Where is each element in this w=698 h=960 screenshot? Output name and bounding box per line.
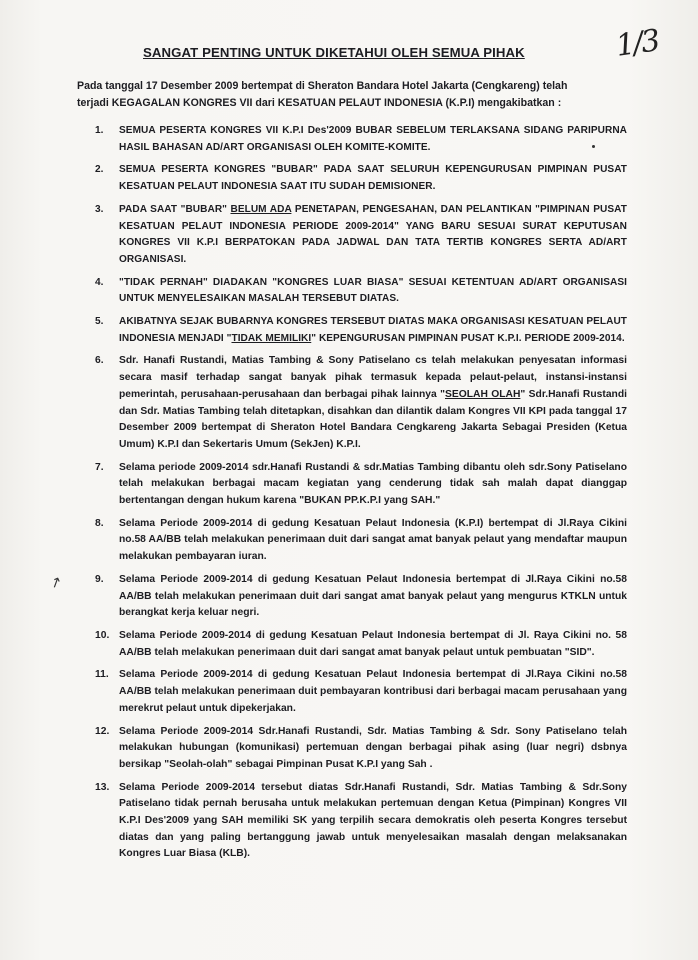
item-text: Selama Periode 2009-2014 di gedung Kesatuan Pelaut Indonesia bertempat di Jl.Raya Cikini no.58 AA/BB telah melakukan penerimaan duit dari sangat amat banyak pelaut yang mengurus KTKLN untuk berangkat kerja keluar negri. <box>119 573 627 619</box>
underlined-text: TIDAK MEMILIKI <box>231 332 312 344</box>
list-item <box>95 667 627 717</box>
item-number: 7. <box>95 461 104 473</box>
list-item <box>95 460 627 510</box>
item-text: Sdr. Hanafi Rustandi, Matias Tambing & Sony Patiselano cs telah melakukan penyesatan informasi secara masif terhadap sangat banyak pihak termasuk kepada pelaut-pelaut, instansi-instansi pemerintah, perusahaan-perusahaan dan berbagai pihak lainnya " <box>119 355 627 400</box>
item-text: PENETAPAN, PENGESAHAN, DAN PELANTIKAN "PIMPINAN PUSAT KESATUAN PELAUT INDONESIA PERIODE 2009-2014" YANG BARU SESUAI SURAT KEPUTUSAN KONGRES VII K.P.I BERPATOKAN PADA JADWAL DAN TATA TERTIB KONGRES SERTA AD/ART ORGANISASI. <box>119 203 627 265</box>
list-item <box>95 202 627 269</box>
numbered-list <box>95 123 627 869</box>
item-text: Selama periode 2009-2014 sdr.Hanafi Rustandi & sdr.Matias Tambing dibantu oleh sdr.Sony Patiselano telah melakukan berbagai macam kegiatan yang cenderung tidak sah malah dapat dianggap bertentangan dengan hukum karena "BUKAN PP.K.P.I yang SAH." <box>119 461 627 507</box>
pen-arrow-mark: ↗ <box>46 572 65 592</box>
pen-dot-mark <box>592 145 595 148</box>
item-text: Selama Periode 2009-2014 tersebut diatas Sdr.Hanafi Rustandi, Sdr. Matias Tambing & Sdr.Sony Patiselano tidak pernah berusaha untuk melakukan pertemuan dengan Ketua (Pimpinan) Kongres VII K.P.I Des'2009 yang SAH memiliki SK yang terpilih secara demokratis oleh peserta Kongres tersebut diatas dan yang paling bertanggung jawab untuk menyelesaikan masalah dengan melaksanakan Kongres Luar Biasa (KLB). <box>119 781 627 860</box>
item-text: Selama Periode 2009-2014 di gedung Kesatuan Pelaut Indonesia (K.P.I) bertempat di Jl.Raya Cikini no.58 AA/BB telah melakukan penerimaan duit dari sangat amat banyak pelaut yang mendaftar maupun melakukan pembayaran iuran. <box>119 517 627 563</box>
list-item <box>95 162 627 195</box>
item-text: Selama Periode 2009-2014 di gedung Kesatuan Pelaut Indonesia bertempat di Jl. Raya Cikini no. 58 AA/BB telah melakukan penerimaan duit dari sangat amat banyak pelaut untuk pembuatan "SID". <box>119 629 627 658</box>
item-number: 4. <box>95 276 104 288</box>
item-text: AKIBATNYA SEJAK BUBARNYA KONGRES TERSEBUT DIATAS MAKA ORGANISASI KESATUAN PELAUT INDONESIA MENJADI " <box>119 316 627 344</box>
item-number: 2. <box>95 164 104 176</box>
item-text: Selama Periode 2009-2014 di gedung Kesatuan Pelaut Indonesia bertempat di Jl.Raya Cikini no.58 AA/BB telah melakukan penerimaan duit pembayaran kontribusi dari berbagai macam perusahaan yang merekrut pelaut untuk dipekerjakan. <box>119 669 627 714</box>
list-item <box>95 628 627 661</box>
item-number: 8. <box>95 517 104 529</box>
item-text: Selama Periode 2009-2014 Sdr.Hanafi Rustandi, Sdr. Matias Tambing & Sdr. Sony Patiselano telah melakukan hubungan (komunikasi) pertemuan dengan berbagai pihak asing (luar negri) dsbnya bersikap "Seolah-olah" sebagai Pimpinan Pusat K.P.I yang Sah . <box>119 725 627 770</box>
list-item <box>95 724 627 774</box>
item-text: " KEPENGURUSAN PIMPINAN PUSAT K.P.I. PERIODE 2009-2014. <box>311 332 625 344</box>
item-number: 10. <box>95 629 110 641</box>
handwritten-page-number: 1/3 <box>613 23 661 64</box>
item-number: 9. <box>95 573 104 585</box>
intro-paragraph: Pada tanggal 17 Desember 2009 bertempat di Sheraton Bandara Hotel Jakarta (Cengkareng) telah terjadi KEGAGALAN KONGRES VII dari KESATUAN PELAUT INDONESIA (K.P.I) mengakibatkan : <box>77 80 568 109</box>
item-text: SEMUA PESERTA KONGRES VII K.P.I Des'2009 BUBAR SEBELUM TERLAKSANA SIDANG PARIPURNA HASIL BAHASAN AD/ART ORGANISASI OLEH KOMITE-KOMITE. <box>119 125 627 153</box>
item-number: 1. <box>95 125 104 136</box>
item-number: 13. <box>95 781 110 793</box>
list-item <box>95 314 627 347</box>
list-item <box>95 780 627 864</box>
list-item <box>95 516 627 566</box>
item-text: " Sdr.Hanafi Rustandi dan Sdr. Matias Tambing telah ditetapkan, disahkan dan dilantik dalam Kongres VII KPI pada tanggal 17 Desember 2009 bertempat di Sheraton Hotel Bandara Cengkareng Jakarta Sebagai Presiden (Ketua Umum) K.P.I dan Sekertaris Umum (SekJen) K.P.I. <box>119 388 627 450</box>
document-title: SANGAT PENTING UNTUK DIKETAHUI OLEH SEMUA PIHAK <box>143 45 525 60</box>
item-number: 5. <box>95 316 104 328</box>
item-text: "TIDAK PERNAH" DIADAKAN "KONGRES LUAR BIASA" SESUAI KETENTUAN AD/ART ORGANISASI UNTUK MENYELESAIKAN MASALAH TERSEBUT DIATAS. <box>119 276 627 305</box>
item-text: SEMUA PESERTA KONGRES "BUBAR" PADA SAAT SELURUH KEPENGURUSAN PIMPINAN PUSAT KESATUAN PELAUT INDONESIA SAAT ITU SUDAH DEMISIONER. <box>119 164 627 193</box>
list-item <box>95 353 627 453</box>
item-number: 6. <box>95 355 104 367</box>
underlined-text: SEOLAH OLAH <box>444 388 521 400</box>
underlined-text: BELUM ADA <box>230 203 292 215</box>
list-item <box>95 275 627 308</box>
item-text: PADA SAAT "BUBAR" <box>119 203 231 215</box>
item-number: 12. <box>95 725 110 737</box>
list-item <box>95 123 627 156</box>
list-item <box>95 572 627 622</box>
item-number: 3. <box>95 203 104 215</box>
item-number: 11. <box>95 669 109 681</box>
